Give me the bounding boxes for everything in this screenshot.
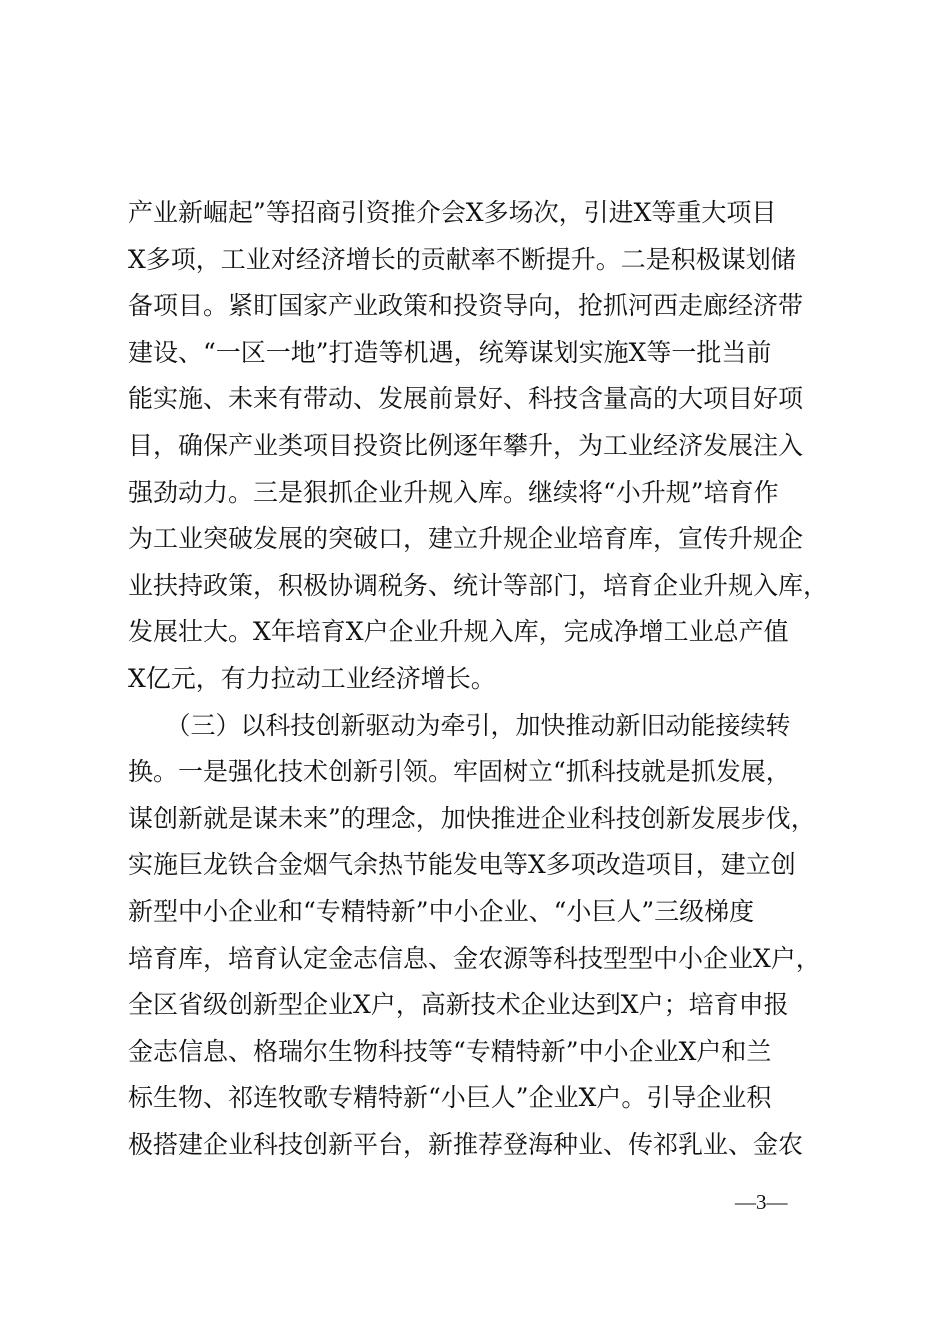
text-line: 培育库，培育认定金志信息、金农源等科技型型中小企业X户， (128, 943, 821, 973)
text-line: X多项，工业对经济增长的贡献率不断提升。二是积极谋划储 (128, 244, 796, 274)
text-line: 建设、“一区一地”打造等机遇，统筹谋划实施X等一批当前 (128, 337, 772, 367)
text-line: 强劲动力。三是狠抓企业升规入库。继续将“小升规”培育作 (128, 477, 779, 507)
text-line: 谋创新就是谋未来”的理念，加快推进企业科技创新发展步伐， (128, 803, 816, 833)
text-line: 换。一是强化技术创新引领。牢固树立“抓科技就是抓发展， (128, 757, 791, 787)
page-number: —3— (735, 1190, 788, 1214)
section-heading-line: （三）以科技创新驱动为牵引，加快推动新旧动能接续转 (128, 710, 791, 740)
text-line: 实施巨龙铁合金烟气余热节能发电等X多项改造项目，建立创 (128, 850, 796, 880)
text-line: 备项目。紧盯国家产业政策和投资导向，抢抓河西走廊经济带 (128, 291, 804, 321)
text-line: 目，确保产业类项目投资比例逐年攀升，为工业经济发展注入 (128, 430, 804, 460)
text-line: 业扶持政策，积极协调税务、统计等部门，培育企业升规入库， (128, 570, 829, 600)
text-line: 新型中小企业和“专精特新”中小企业、“小巨人”三级梯度 (128, 896, 755, 926)
text-line: 产业新崛起”等招商引资推介会X多场次，引进X等重大项目 (128, 198, 777, 227)
text-line: 金志信息、格瑞尔生物科技等“专精特新”中小企业X户和兰 (128, 1036, 772, 1066)
text-line: 为工业突破发展的突破口，建立升规企业培育库，宣传升规企 (128, 524, 804, 554)
text-line: 发展壮大。X年培育X户企业升规入库，完成净增工业总产值 (128, 617, 789, 647)
text-line: 极搭建企业科技创新平台，新推荐登海种业、传祁乳业、金农 (128, 1129, 804, 1159)
text-line: 能实施、未来有带动、发展前景好、科技含量高的大项目好项 (128, 384, 804, 414)
text-line: 标生物、祁连牧歌专精特新“小巨人”企业X户。引导企业积 (128, 1083, 772, 1113)
text-line: 全区省级创新型企业X户，高新技术企业达到X户；培育申报 (128, 990, 789, 1020)
text-line: X亿元，有力拉动工业经济增长。 (128, 663, 496, 693)
body-text (128, 190, 858, 1168)
